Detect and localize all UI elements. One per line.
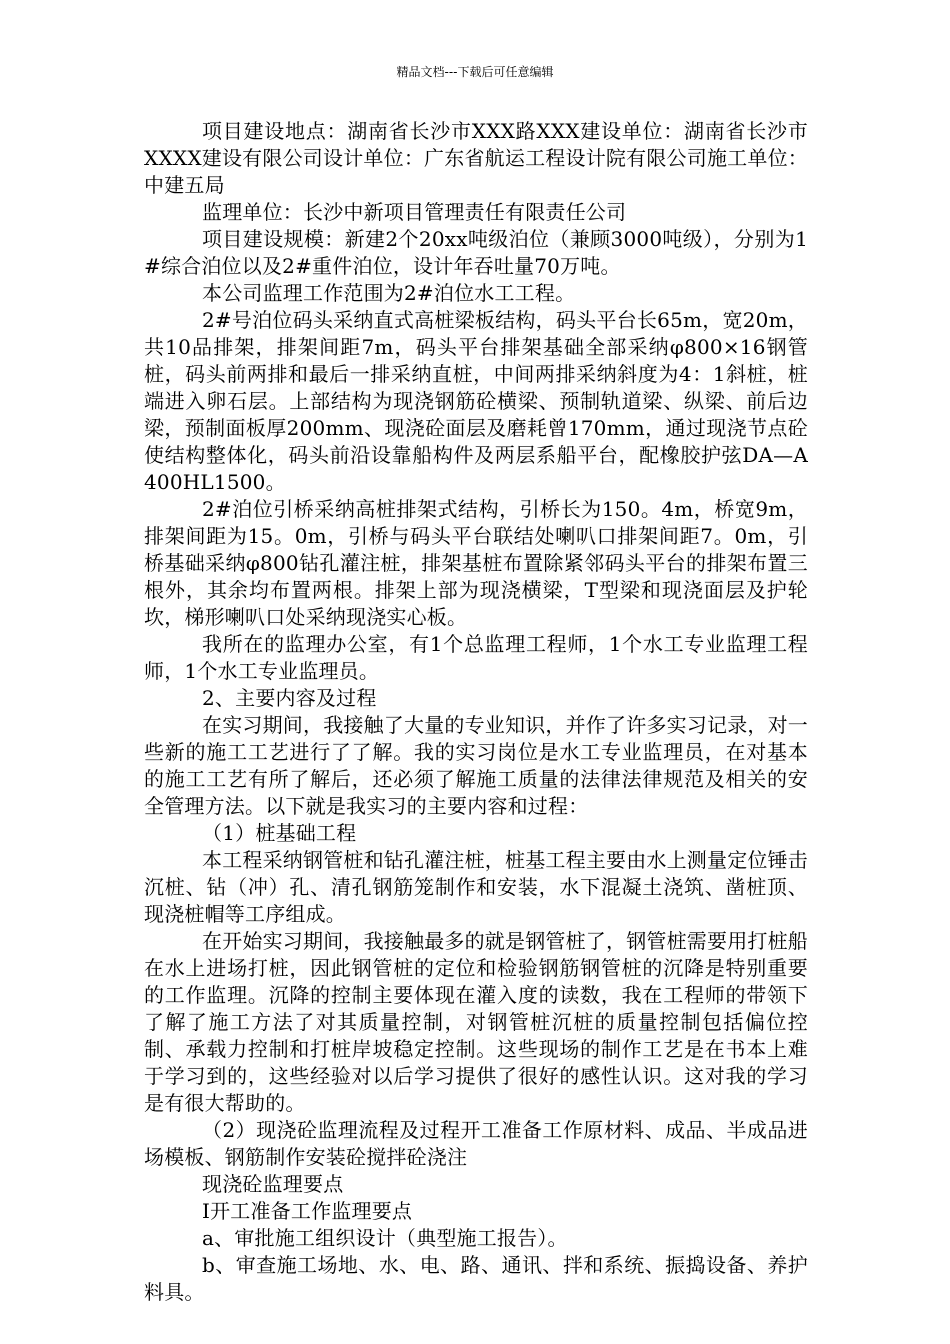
section-heading-main-content: 2、主要内容及过程: [202, 686, 377, 710]
paragraph-approach-bridge: 2#泊位引桥采纳高桩排架式结构，引桥长为150。4m，桥宽9m，排架间距为15。0m，引桥与码头平台联结处喇叭口排架间距7。0m，引桥基础采纳φ800钻孔灌注桩，排架基桩布置除紧邻码头平台的排架布置三根外，其余均布置两根。排架上部为现浇横梁，T型梁和现浇面层及护轮坎，梯形喇叭口处采纳现浇实心板。: [144, 497, 808, 629]
paragraph-supervision-unit: 监理单位：长沙中新项目管理责任有限责任公司: [202, 200, 627, 224]
paragraph-steel-pipe-piles: 在开始实习期间，我接触最多的就是钢管桩了，钢管桩需要用打桩船在水上进场打桩，因此钢管桩的定位和检验钢筋钢管桩的沉降是特别重要的工作监理。沉降的控制主要体现在灌入度的读数，我在工程师的带领下了解了施工方法了对其质量控制，对钢管桩沉桩的质量控制包括偏位控制、承载力控制和打桩岸坡稳定控制。这些现场的制作工艺是在书本上难于学习到的，这些经验对以后学习提供了很好的感性认识。这对我的学习是有很大帮助的。: [144, 929, 808, 1115]
paragraph-preparation-key-points: I开工准备工作监理要点: [202, 1199, 413, 1223]
document-body: [144, 118, 808, 1306]
list-item-a: a、审批施工组织设计（典型施工报告）。: [202, 1226, 568, 1250]
paragraph-work-scope: 本公司监理工作范围为2#泊位水工工程。: [202, 281, 576, 305]
subsection-heading-pile-foundation: （1）桩基础工程: [202, 821, 357, 845]
paragraph-cast-in-place-process: （2）现浇砼监理流程及过程开工准备工作原材料、成品、半成品进场模板、钢筋制作安装砼搅拌砼浇注: [144, 1118, 808, 1169]
paragraph-pile-foundation: 本工程采纳钢管桩和钻孔灌注桩，桩基工程主要由水上测量定位锤击沉桩、钻（冲）孔、清孔钢筋笼制作和安装，水下混凝土浇筑、凿桩顶、现浇桩帽等工序组成。: [144, 848, 808, 926]
paragraph-cast-in-place-key-points: 现浇砼监理要点: [202, 1172, 344, 1196]
paragraph-internship-intro: 在实习期间，我接触了大量的专业知识，并作了许多实习记录，对一些新的施工工艺进行了了解。我的实习岗位是水工专业监理员，在对基本的施工工艺有所了解后，还必须了解施工质量的法律法律规范及相关的安全管理方法。以下就是我实习的主要内容和过程：: [144, 713, 808, 818]
paragraph-project-location: 项目建设地点：湖南省长沙市XXX路XXX建设单位：湖南省长沙市XXXX建设有限公司设计单位：广东省航运工程设计院有限公司施工单位：中建五局: [144, 119, 808, 197]
paragraph-office-staff: 我所在的监理办公室，有1个总监理工程师，1个水工专业监理工程师，1个水工专业监理员。: [144, 632, 808, 683]
paragraph-berth-structure: 2#号泊位码头采纳直式高桩梁板结构，码头平台长65m，宽20m，共10品排架，排架间距7m，码头平台排架基础全部采纳φ800×16钢管桩，码头前两排和最后一排采纳直桩，中间两排采纳斜度为4：1斜桩，桩端进入卵石层。上部结构为现浇钢筋砼横梁、预制轨道梁、纵梁、前后边梁，预制面板厚200mm、现浇砼面层及磨耗曾170mm，通过现浇节点砼使结构整体化，码头前沿设靠船构件及两层系船平台，配橡胶护弦DA—A400HL1500。: [144, 308, 808, 494]
paragraph-project-scale: 项目建设规模：新建2个20xx吨级泊位（兼顾3000吨级），分别为1#综合泊位以及2#重件泊位，设计年吞吐量70万吨。: [144, 227, 808, 278]
page-header: 精品文档---下载后可任意编辑: [396, 65, 554, 79]
list-item-b: b、审查施工场地、水、电、路、通讯、拌和系统、振捣设备、养护料具。: [144, 1253, 808, 1304]
